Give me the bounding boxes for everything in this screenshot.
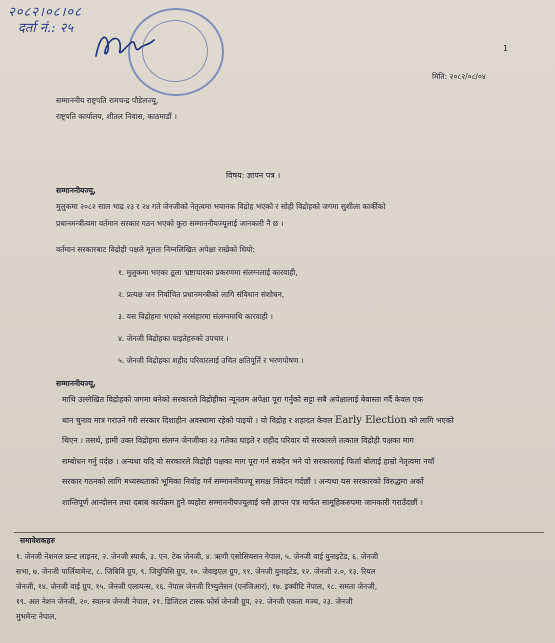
demands-intro: वर्तमान सरकारबाट विद्रोही पक्षले मूलतः निम्नलिखित अपेक्षा राखेको थियो: <box>56 245 255 254</box>
salutation-1: सम्माननीयज्यू, <box>56 186 96 195</box>
handwritten-reference-number: २०८२।०८।०८ <box>8 5 82 20</box>
demand-item-1: १. मुलुकमा भएका ठूला भ्रष्टाचारका प्रकरणमा संलग्नलाई कारवाही, <box>118 268 298 277</box>
demand-item-3: ३. यस विद्रोहमा भएको नरसंहारमा संलग्नमाथि कारवाही । <box>118 312 273 321</box>
body-line-2c: को लागि भएको <box>406 415 454 425</box>
body-paragraph <box>62 390 542 513</box>
body-line-2a: थान चुनाव मात्र गराउने गरी सरकार दिशाहीन अवस्थामा रहेको पाइयो । यो विद्रोह र शहादत केवल <box>62 415 336 425</box>
letter-subject: विषय: ज्ञापन पत्र । <box>226 171 281 180</box>
groups-line-2: सभा, ७. जेनजी पार्लियामेन्ट, ८. जिबिवि ग्रुप, ९. जियुपिसि ग्रुप, १०. जेवाइएल ग्रुप, ११. जेनजी युनाइटेड, १२. जेनजी २.०, १३. रियल <box>16 567 376 576</box>
letter-date: मिति: २०८२/०८/०४ <box>432 72 486 81</box>
recipient-line-2: राष्ट्रपति कार्यालय, शीतल निवास, काठमाडौं । <box>56 112 177 121</box>
body-line-5: सरकार गठनको लागि मध्यस्थताको भूमिका निर्वाह गर्न सम्माननीयज्यू समक्ष निवेदन गर्दछौं । अन्यथा यस सरकारको विरुद्धमा अर्को <box>62 477 424 486</box>
early-election-text: Early Election <box>335 414 407 426</box>
demand-item-4: ४. जेनजी विद्रोहका घाइतेहरुको उपचार । <box>118 334 229 343</box>
salutation-2: सम्माननीयज्यू, <box>56 379 96 388</box>
body-line-1: माथि उल्लेखित विद्रोहको जगमा बनेको सरकारले विद्रोहीका न्यूनतम अपेक्षा पूरा गर्नुको सट्टा सबै अपेक्षालाई बेवास्ता गर्दै केवल एक <box>62 395 423 404</box>
body-line-6: शान्तिपूर्ण आन्दोलन तथा दबाब कार्यक्रम हुने व्यहोरा सम्माननीयज्यूलाई यसै ज्ञापन पत्र मार्फत सामूहिकरुपमा जानकारी गराउँदछौं । <box>62 497 423 507</box>
divider-line <box>14 532 544 533</box>
handwritten-registration-number: दर्ता नं.: २५ <box>18 21 74 36</box>
groups-list <box>16 549 546 624</box>
body-line-3: थिएन । तसर्थ, हामी उक्त विद्रोहमा संलग्न जेनजीका २३ गतेका घाइते र शहीद परिवार यो सरकारले तत्काल विद्रोही पक्षका माग <box>62 436 414 445</box>
groups-line-5: मुभमेन्ट नेपाल, <box>16 612 57 621</box>
groups-heading: समावेशकहरु <box>20 536 55 545</box>
groups-line-3: जेनजी, १४. जेनजी वाई ग्रुप, १५. जेनजी एलायन्स, १६. नेपाल जेनजी रिभ्युलेसन (एनजिआर), १७. इक्वीटि नेपाल, १८. समता जेनजी, <box>16 582 378 591</box>
recipient-line-1: सम्माननीय राष्ट्रपति रामचन्द्र पौडेलज्यू, <box>56 96 159 105</box>
intro-line-2: प्रधानमन्त्रीत्वमा वर्तमान सरकार गठन भएको कुरा सम्माननीयज्यूलाई जानकारी नै छ । <box>56 219 284 228</box>
body-line-4: सम्बोधन गर्नु पर्दछ । अन्यथा यदि यो सरकारले विद्रोही पक्षका माग पूरा गर्न सक्दैन भने यो सरकारलाई फिर्ता बोलाई हाम्रो नेतृत्वमा नयाँ <box>62 456 435 466</box>
intro-line-1: मुलुकमा २०८२ साल भाद्र २३ र २४ गते जेनजीको नेतृत्वमा भयानक विद्रोह भएको र सोही विद्रोहको जगमा सुशीला कार्कीको <box>56 202 386 211</box>
handwritten-signature <box>92 26 162 66</box>
demand-item-2: २. प्रत्यक्ष जन निर्वाचित प्रधानमन्त्रीको लागि संविधान संशोधन, <box>118 290 285 299</box>
page-number: 1 <box>503 44 509 53</box>
groups-line-4: १९. अल नेशन जेनजी, २०. स्वतन्त्र जेनजी नेपाल, २१. डिजिटल टास्क फोर्स जेनजी ग्रुप, २२. जेनजी एकता मञ्च, २३. जेनजी <box>16 597 353 606</box>
body-line-2 <box>62 411 542 432</box>
groups-line-1: १. जेनजी नेशनल फ्रन्ट लाइनर, २. जेनजी स्पार्क, ३. एन. टेक जेनजी, ४. ऋणी एसोसियसन नेपाल, ५. जेनजी वाई युनाइटेड, ६. जेनजी <box>16 552 379 561</box>
demand-item-5: ५. जेनजी विद्रोहका शहीद परिवारलाई उचित क्षतिपूर्ति र भरणपोषण । <box>118 356 304 365</box>
